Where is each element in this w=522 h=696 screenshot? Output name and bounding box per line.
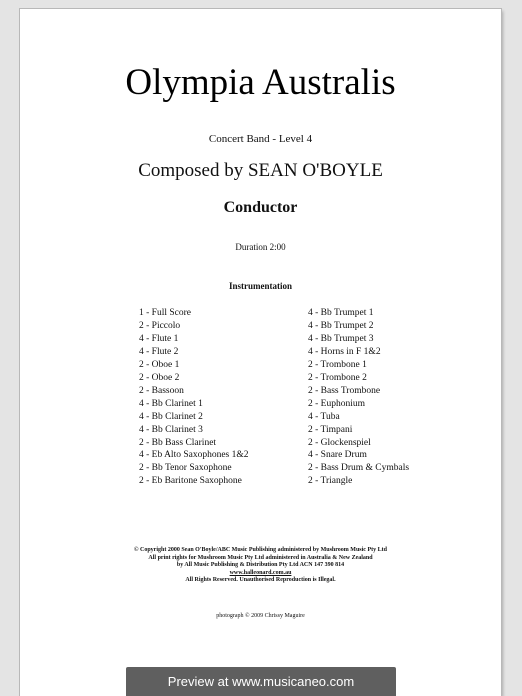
copyright-line: All print rights for Mushroom Music Pty Ltd administered in Australia & New Zealand	[148, 554, 373, 561]
instrument-item: 4 - Bb Trumpet 3	[308, 333, 374, 344]
instrument-item: 2 - Bassoon	[139, 385, 184, 396]
instrument-item: 4 - Snare Drum	[308, 450, 367, 461]
instrument-item: 2 - Trombone 1	[308, 359, 367, 370]
instrument-item: 4 - Tuba	[308, 411, 340, 422]
instrument-item: 4 - Eb Alto Saxophones 1&2	[139, 450, 249, 461]
photo-credit: photograph © 2009 Chrissy Maguire	[216, 613, 305, 619]
instrument-item: 2 - Bass Trombone	[308, 385, 381, 396]
instrument-item: 4 - Bb Clarinet 2	[139, 411, 203, 422]
instrument-item: 4 - Bb Trumpet 1	[308, 308, 374, 318]
instrument-item: 4 - Bb Trumpet 2	[308, 320, 374, 331]
score-page	[20, 9, 501, 696]
instrument-item: 2 - Timpani	[308, 424, 353, 435]
copyright-line: by All Music Publishing & Distribution Pty Ltd ACN 147 390 814	[176, 562, 345, 569]
copyright-notice	[20, 547, 501, 585]
instrument-item: 2 - Bb Bass Clarinet	[139, 437, 217, 448]
copyright-line: All Rights Reserved. Unauthorised Reproduction is Illegal.	[185, 577, 336, 584]
instrument-item: 4 - Flute 1	[139, 333, 179, 344]
instrument-item: 1 - Full Score	[139, 308, 191, 318]
instrument-item: 2 - Trombone 2	[308, 372, 367, 383]
instrumentation-heading: Instrumentation	[228, 281, 292, 291]
page-title: Olympia Australis	[125, 62, 396, 103]
subtitle: Concert Band - Level 4	[208, 133, 313, 145]
instrument-item: 4 - Bb Clarinet 3	[139, 424, 203, 435]
instrument-item: 2 - Glockenspiel	[308, 437, 371, 448]
part-name: Conductor	[223, 199, 298, 216]
instrument-item: 2 - Oboe 1	[139, 359, 180, 370]
copyright-line: © Copyright 2000 Sean O'Boyle/ABC Music Publishing administered by Mushroom Music Pty Ltd	[134, 547, 387, 553]
instrument-item: 4 - Flute 2	[139, 346, 179, 357]
instrument-item: 2 - Oboe 2	[139, 372, 180, 383]
instrument-item: 4 - Horns in F 1&2	[308, 346, 381, 357]
instrumentation-list-left	[139, 307, 249, 488]
instrument-item: 2 - Triangle	[308, 476, 353, 487]
instrument-item: 2 - Bass Drum & Cymbals	[308, 463, 410, 474]
instrument-item: 4 - Bb Clarinet 1	[139, 398, 203, 409]
instrument-item: 2 - Piccolo	[139, 320, 181, 331]
publisher-link[interactable]: www.halleonard.com.au	[229, 569, 292, 576]
instrumentation-list-right	[308, 307, 409, 488]
duration: Duration 2:00	[235, 242, 286, 252]
composer-credit: Composed by SEAN O'BOYLE	[138, 160, 383, 181]
instrument-item: 2 - Bb Tenor Saxophone	[139, 463, 232, 474]
preview-banner[interactable]: Preview at www.musicaneo.com	[126, 667, 396, 696]
instrument-item: 2 - Euphonium	[308, 398, 365, 409]
instrument-item: 2 - Eb Baritone Saxophone	[139, 476, 242, 487]
